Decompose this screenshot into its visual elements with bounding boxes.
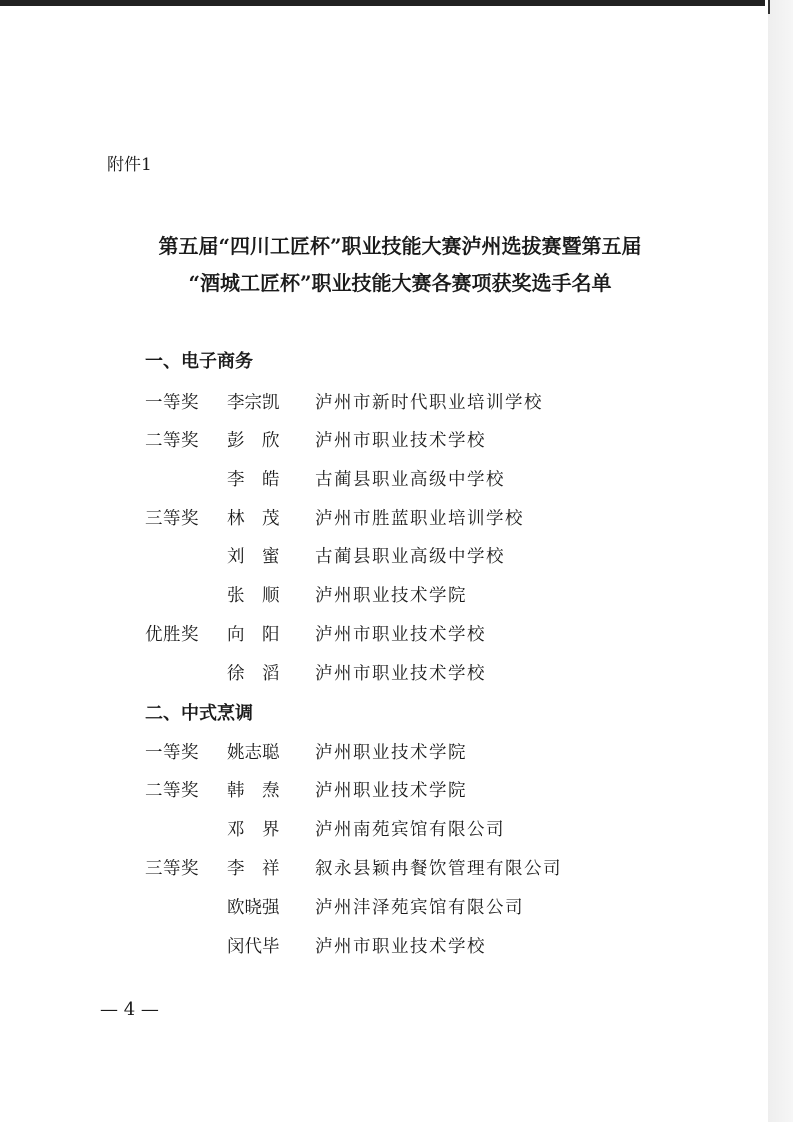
winner-organization: 泸州市职业技术学校 bbox=[315, 664, 486, 684]
winner-name: 欧晓强 bbox=[227, 898, 280, 918]
award-level: 优胜奖 bbox=[145, 625, 199, 645]
winner-name: 韩 焘 bbox=[227, 781, 280, 801]
winner-name: 李宗凯 bbox=[227, 393, 280, 413]
scan-top-edge bbox=[0, 0, 765, 6]
winner-name: 闵代毕 bbox=[227, 937, 280, 957]
winner-name: 林 茂 bbox=[227, 509, 280, 529]
winner-name: 李 祥 bbox=[227, 859, 280, 879]
award-level: 二等奖 bbox=[145, 781, 199, 801]
winner-organization: 泸州南苑宾馆有限公司 bbox=[315, 820, 505, 840]
winner-organization: 泸州职业技术学院 bbox=[315, 743, 467, 763]
winner-name: 向 阳 bbox=[227, 625, 280, 645]
winner-organization: 泸州职业技术学院 bbox=[315, 586, 467, 606]
winner-organization: 泸州市职业技术学校 bbox=[315, 625, 486, 645]
winner-organization: 泸州市职业技术学校 bbox=[315, 937, 486, 957]
section-heading-chinese-cooking: 二、中式烹调 bbox=[145, 703, 253, 724]
attachment-label: 附件1 bbox=[107, 155, 152, 175]
winner-organization: 泸州市职业技术学校 bbox=[315, 431, 486, 451]
winner-organization: 古蔺县职业高级中学校 bbox=[315, 470, 505, 490]
winner-organization: 泸州市胜蓝职业培训学校 bbox=[315, 509, 524, 529]
award-level: 一等奖 bbox=[145, 393, 199, 413]
scan-edge-mark bbox=[768, 0, 770, 14]
title-line-2: “酒城工匠杯”职业技能大赛各赛项获奖选手名单 bbox=[188, 271, 612, 295]
winner-name: 李 皓 bbox=[227, 470, 280, 490]
winner-name: 姚志聪 bbox=[227, 743, 280, 763]
winner-name: 刘 蜜 bbox=[227, 547, 280, 567]
document-title bbox=[100, 228, 700, 302]
winner-organization: 泸州市新时代职业培训学校 bbox=[315, 393, 543, 413]
winner-organization: 叙永县颖冉餐饮管理有限公司 bbox=[315, 859, 562, 879]
winner-name: 张 顺 bbox=[227, 586, 280, 606]
section-heading-ecommerce: 一、电子商务 bbox=[145, 351, 253, 372]
scan-right-edge bbox=[768, 0, 793, 1122]
winner-organization: 古蔺县职业高级中学校 bbox=[315, 547, 505, 567]
winner-name: 彭 欣 bbox=[227, 431, 280, 451]
award-level: 一等奖 bbox=[145, 743, 199, 763]
award-level: 三等奖 bbox=[145, 859, 199, 879]
award-level: 三等奖 bbox=[145, 509, 199, 529]
page-number: — 4 — bbox=[100, 999, 159, 1020]
award-level: 二等奖 bbox=[145, 431, 199, 451]
winner-name: 徐 滔 bbox=[227, 664, 280, 684]
winner-name: 邓 界 bbox=[227, 820, 280, 840]
winner-organization: 泸州沣泽苑宾馆有限公司 bbox=[315, 898, 524, 918]
title-line-1: 第五届“四川工匠杯”职业技能大赛泸州选拔赛暨第五届 bbox=[158, 234, 642, 258]
winner-organization: 泸州职业技术学院 bbox=[315, 781, 467, 801]
